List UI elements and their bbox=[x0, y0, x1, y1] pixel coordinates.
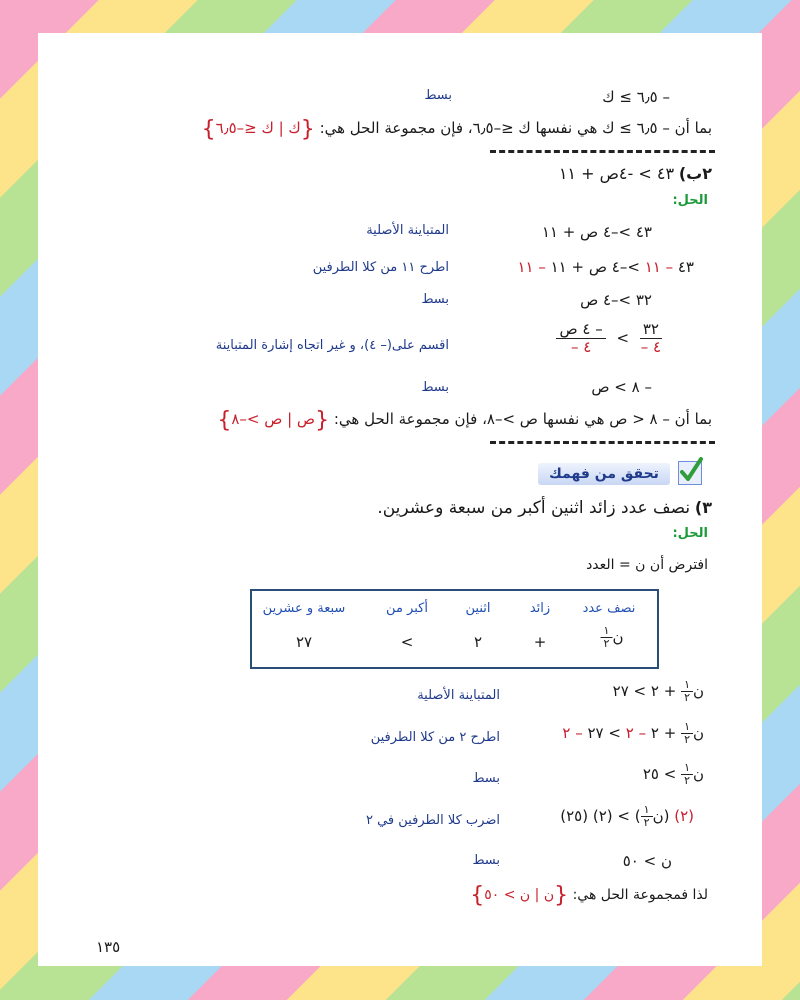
variable: ن bbox=[612, 628, 624, 647]
step-expression bbox=[517, 258, 694, 276]
solution-set: ن | ن > ٥٠ bbox=[484, 887, 555, 903]
expr-subtract-red: – ١١ bbox=[517, 258, 546, 276]
table-cell: > bbox=[400, 633, 414, 651]
expr-part: > ٢٧ bbox=[587, 724, 621, 743]
problem-3-statement: نصف عدد زائد اثنين أكبر من سبعة وعشرين. bbox=[377, 498, 691, 518]
check-understanding-title: تحقق من فهمك bbox=[538, 463, 670, 485]
k-solution-set: ك | ك ≤–٦٫٥ bbox=[215, 119, 301, 137]
problem-2b-conclusion bbox=[217, 410, 712, 432]
set-brace-open: { bbox=[300, 117, 315, 142]
variable: ن bbox=[692, 765, 704, 784]
set-brace-open: { bbox=[315, 408, 330, 433]
expr-part: >–٤ ص + ١١ bbox=[550, 258, 640, 276]
step-fraction-expression bbox=[556, 321, 662, 355]
table-cell: ٢ bbox=[473, 633, 483, 651]
k-final-expression: – ٦٫٥ ≥ ك bbox=[602, 88, 670, 106]
fraction-numerator: ١ bbox=[681, 679, 693, 692]
step-note: اطرح ١١ من كلا الطرفين bbox=[312, 260, 449, 275]
variable: ن bbox=[652, 807, 664, 826]
fraction-half bbox=[601, 625, 613, 650]
fraction-denominator: ٤ – bbox=[640, 337, 662, 356]
expr-part: ٤٣ bbox=[677, 258, 694, 276]
step-note: بسط bbox=[421, 380, 449, 395]
fraction-denominator: ٢ bbox=[684, 733, 690, 747]
dashed-divider bbox=[490, 150, 715, 153]
table-cell: + bbox=[533, 633, 547, 651]
expr-subtract-red: – ١١ bbox=[644, 258, 674, 276]
table-header: نصف عدد bbox=[582, 601, 636, 616]
step-expression bbox=[643, 762, 704, 787]
table-cell: ٢٧ bbox=[295, 633, 313, 651]
fraction-numerator: ١ bbox=[601, 625, 613, 638]
table-header: زائد bbox=[529, 601, 551, 616]
expr-part: + ٢ bbox=[650, 724, 677, 743]
fraction-numerator: ١ bbox=[641, 804, 653, 817]
step-note: بسط bbox=[421, 292, 449, 307]
expr-multiplier-red: (٢) bbox=[674, 807, 694, 826]
fraction-numerator: – ٤ ص bbox=[556, 321, 605, 339]
fraction-half bbox=[681, 679, 693, 704]
step-note: بسط bbox=[472, 853, 500, 868]
step-note: اطرح ٢ من كلا الطرفين bbox=[370, 730, 500, 745]
k-conclusion-text: بما أن – ٦٫٥ ≥ ك هي نفسها ك ≤–٦٫٥، فإن مجموعة الحل هي: bbox=[319, 119, 712, 137]
variable: ن bbox=[692, 682, 704, 701]
solution-label: الحل: bbox=[672, 526, 708, 541]
textbook-page bbox=[38, 33, 762, 966]
check-icon bbox=[678, 461, 702, 485]
fraction-denominator: ٢ bbox=[603, 637, 610, 651]
expr-part: (٢٥) bbox=[560, 807, 589, 826]
step-expression bbox=[562, 721, 704, 746]
page-number: ١٣٥ bbox=[96, 938, 121, 956]
step-note: المتباينة الأصلية bbox=[366, 223, 449, 238]
fraction-half bbox=[641, 804, 653, 829]
expr-part: > (٢) bbox=[592, 807, 630, 826]
dashed-divider bbox=[490, 441, 715, 444]
fraction-right bbox=[556, 321, 605, 355]
fraction-half bbox=[681, 721, 693, 746]
step-note: اضرب كلا الطرفين في ٢ bbox=[365, 813, 500, 828]
problem-2b-label: ٢ب) bbox=[678, 164, 712, 183]
set-brace-close: } bbox=[217, 408, 232, 433]
problem-3-conclusion bbox=[470, 885, 708, 907]
step-note: المتباينة الأصلية bbox=[417, 688, 500, 703]
table-cell-half-number bbox=[601, 625, 624, 650]
problem-3-heading bbox=[377, 498, 712, 518]
fraction-denominator: ٢ bbox=[643, 816, 650, 830]
step-note: بسط bbox=[472, 771, 500, 786]
expr-part: + ٢ > ٢٧ bbox=[612, 682, 677, 701]
fraction-half bbox=[681, 762, 693, 787]
table-header: أكبر من bbox=[386, 601, 428, 616]
step-expression bbox=[613, 679, 704, 704]
variable: ن bbox=[692, 724, 704, 743]
step-expression: ن > ٥٠ bbox=[622, 852, 672, 870]
table-header: اثنين bbox=[465, 601, 491, 616]
assumption-text: افترض أن ن = العدد bbox=[586, 557, 708, 573]
fraction-left bbox=[640, 321, 662, 355]
conclusion-text: لذا فمجموعة الحل هي: bbox=[572, 887, 708, 903]
step-expression: ٤٣ >–٤ ص + ١١ bbox=[541, 223, 652, 241]
set-brace-close: } bbox=[470, 883, 485, 908]
fraction-numerator: ١ bbox=[681, 762, 693, 775]
step-note: اقسم على(– ٤)، و غير اتجاه إشارة المتباينة bbox=[215, 338, 449, 353]
translation-table bbox=[250, 589, 659, 669]
solution-label: الحل: bbox=[672, 193, 708, 208]
expr-part: > ٢٥ bbox=[642, 765, 677, 784]
table-header: سبعة و عشرين bbox=[262, 601, 346, 616]
set-brace-open: { bbox=[554, 883, 569, 908]
solution-set: ص | ص >–٨ bbox=[231, 410, 316, 428]
fraction-numerator: ١ bbox=[681, 721, 693, 734]
inequality-sign: > bbox=[616, 328, 630, 347]
fraction-denominator: ٢ bbox=[684, 774, 690, 788]
expr-subtract-red: – ٢ bbox=[562, 724, 583, 743]
conclusion-text: بما أن – ٨ < ص هي نفسها ص >–٨، فإن مجموعة الحل هي: bbox=[333, 410, 712, 428]
step-expression: (٢) (ن $\frac{١}{٢}$ ) > (٢) (٢٥) bbox=[560, 803, 694, 830]
k-final-note: بسط bbox=[424, 88, 452, 103]
problem-3-label: ٣) bbox=[694, 498, 712, 517]
fraction-numerator: ٣٢ bbox=[640, 321, 662, 339]
problem-2b-statement: ٤٣ > -٤ص + ١١ bbox=[558, 164, 675, 183]
step-expression: – ٨ > ص bbox=[591, 378, 652, 396]
set-brace-close: } bbox=[201, 117, 216, 142]
expr-subtract-red: – ٢ bbox=[625, 724, 647, 743]
step-expression: ٣٢ >–٤ ص bbox=[580, 291, 652, 309]
fraction-denominator: ٢ bbox=[684, 691, 690, 705]
k-conclusion bbox=[202, 119, 712, 141]
fraction-denominator: ٤ – bbox=[570, 337, 592, 356]
problem-2b-heading bbox=[559, 164, 712, 183]
